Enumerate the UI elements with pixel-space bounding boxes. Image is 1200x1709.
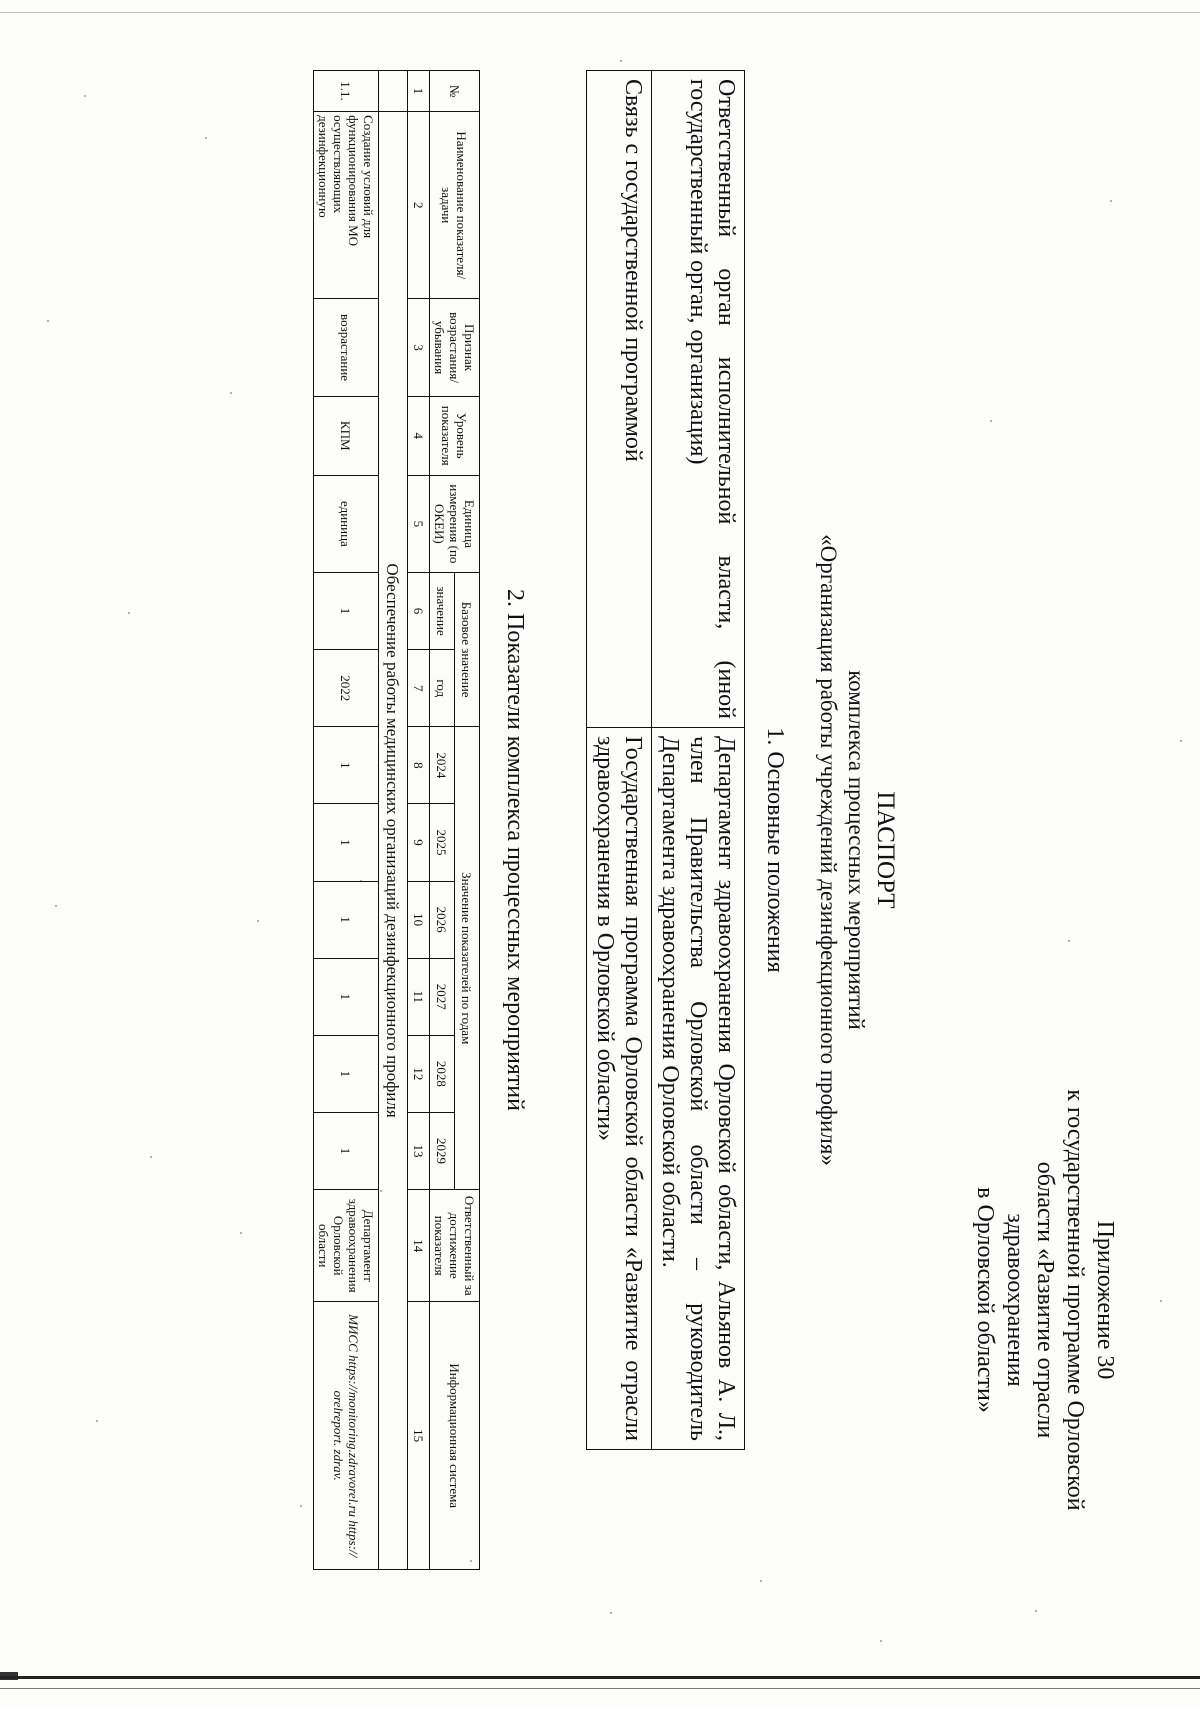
appendix-block xyxy=(970,1085,1120,1515)
column-number: 4 xyxy=(408,396,430,475)
column-number: 8 xyxy=(408,727,430,804)
table-row xyxy=(314,71,379,1570)
row-unit: единица xyxy=(314,475,379,572)
column-number: 10 xyxy=(408,881,430,958)
row-name: Создание условий для функционирования МО осуществляющих дезинфекционную xyxy=(314,112,379,299)
row-level: КПМ xyxy=(314,396,379,475)
column-number: 12 xyxy=(408,1035,430,1112)
column-number: 11 xyxy=(408,958,430,1035)
table-row xyxy=(652,71,745,1450)
table-cell-value: Департамент здравоохранения Орловской области, Альянов А. Л., член Правительства Орловской области – руководитель Департамента здравоохранения Орловской области. xyxy=(652,728,745,1450)
row-sign: возрастание xyxy=(314,299,379,396)
scan-edge-bottom-line xyxy=(0,1688,1200,1689)
scan-edge-top xyxy=(0,12,1200,13)
main-provisions-table xyxy=(586,70,745,1450)
header-system: Информационная система xyxy=(430,1302,480,1570)
column-number: 3 xyxy=(408,299,430,396)
header-year: 2025 xyxy=(430,804,455,881)
column-number: 1 xyxy=(408,71,430,112)
row-responsible: Департамент здравоохранения Орловской области xyxy=(314,1190,379,1302)
row-no: 1.1. xyxy=(314,71,379,112)
header-name: Наименование показателя/задачи xyxy=(430,112,480,299)
header-sign: Признак возрастания/ убывания xyxy=(430,299,480,396)
column-number: 13 xyxy=(408,1112,430,1189)
row-year-value: 1 xyxy=(314,727,379,804)
header-unit: Единица измерения (по ОКЕИ) xyxy=(430,475,480,572)
header-year: 2027 xyxy=(430,958,455,1035)
table-cell-label: Связь с государственной программой xyxy=(587,71,652,728)
indicators-table xyxy=(313,70,480,1570)
header-year: 2026 xyxy=(430,881,455,958)
header-year: 2029 xyxy=(430,1112,455,1189)
group-title-spacer xyxy=(379,71,408,112)
row-system: МИСС https://monitoring.zdravorel.ru https:// orelreport. zdrav. xyxy=(314,1302,379,1570)
appendix-title: Приложение 30 xyxy=(1092,1220,1118,1380)
table-header-row xyxy=(455,71,480,1570)
column-number: 15 xyxy=(408,1302,430,1570)
header-responsible: Ответственный за достижение показателя xyxy=(430,1190,480,1302)
group-title-row xyxy=(379,71,408,1570)
passport-program-name: «Организация работы учреждений дезинфекционного профиля» xyxy=(816,534,841,1166)
group-title: Обеспечение работы медицинских организаций дезинфекционного профиля xyxy=(379,112,408,1570)
appendix-line: в Орловской области» xyxy=(972,1187,998,1413)
column-number: 7 xyxy=(408,650,430,727)
row-year-value: 1 xyxy=(314,881,379,958)
header-base-value: значение xyxy=(430,572,455,649)
row-year-value: 1 xyxy=(314,958,379,1035)
scan-edge-bottom xyxy=(0,1676,1200,1679)
row-year-value: 1 xyxy=(314,1112,379,1189)
header-base: Базовое значение xyxy=(455,572,480,726)
table-cell-value: Государственная программа Орловской области «Развитие отрасли здравоохранения в Орловской области» xyxy=(587,728,652,1450)
row-year-value: 1 xyxy=(314,804,379,881)
column-number: 9 xyxy=(408,804,430,881)
appendix-line: к государственной программе Орловской xyxy=(1062,1089,1088,1511)
table-row xyxy=(587,71,652,1450)
rotated-page xyxy=(110,70,1120,1630)
column-number: 5 xyxy=(408,475,430,572)
header-base-year: год xyxy=(430,650,455,727)
row-year-value: 1 xyxy=(314,1035,379,1112)
header-year: 2024 xyxy=(430,727,455,804)
header-no: № xyxy=(430,71,480,112)
passport-subtitle: комплекса процессных мероприятий xyxy=(844,670,869,1030)
column-number: 2 xyxy=(408,112,430,299)
column-number: 6 xyxy=(408,572,430,649)
table-cell-label: Ответственный орган исполнительной власти, (иной государственный орган, организация) xyxy=(652,71,745,728)
header-level: Уровень показателя xyxy=(430,396,480,475)
header-years-group: Значение показателей по годам xyxy=(455,727,480,1190)
section-heading: 1. Основные положения xyxy=(762,727,788,973)
row-base-year: 2022 xyxy=(314,650,379,727)
section-heading: 2. Показатели комплекса процессных мероприятий xyxy=(502,588,528,1111)
column-number-row xyxy=(408,71,430,1570)
column-number: 14 xyxy=(408,1190,430,1302)
row-base-value: 1 xyxy=(314,572,379,649)
passport-title: ПАСПОРТ xyxy=(872,791,899,909)
header-year: 2028 xyxy=(430,1035,455,1112)
appendix-line: области «Развитие отрасли здравоохранения xyxy=(1002,1161,1058,1439)
